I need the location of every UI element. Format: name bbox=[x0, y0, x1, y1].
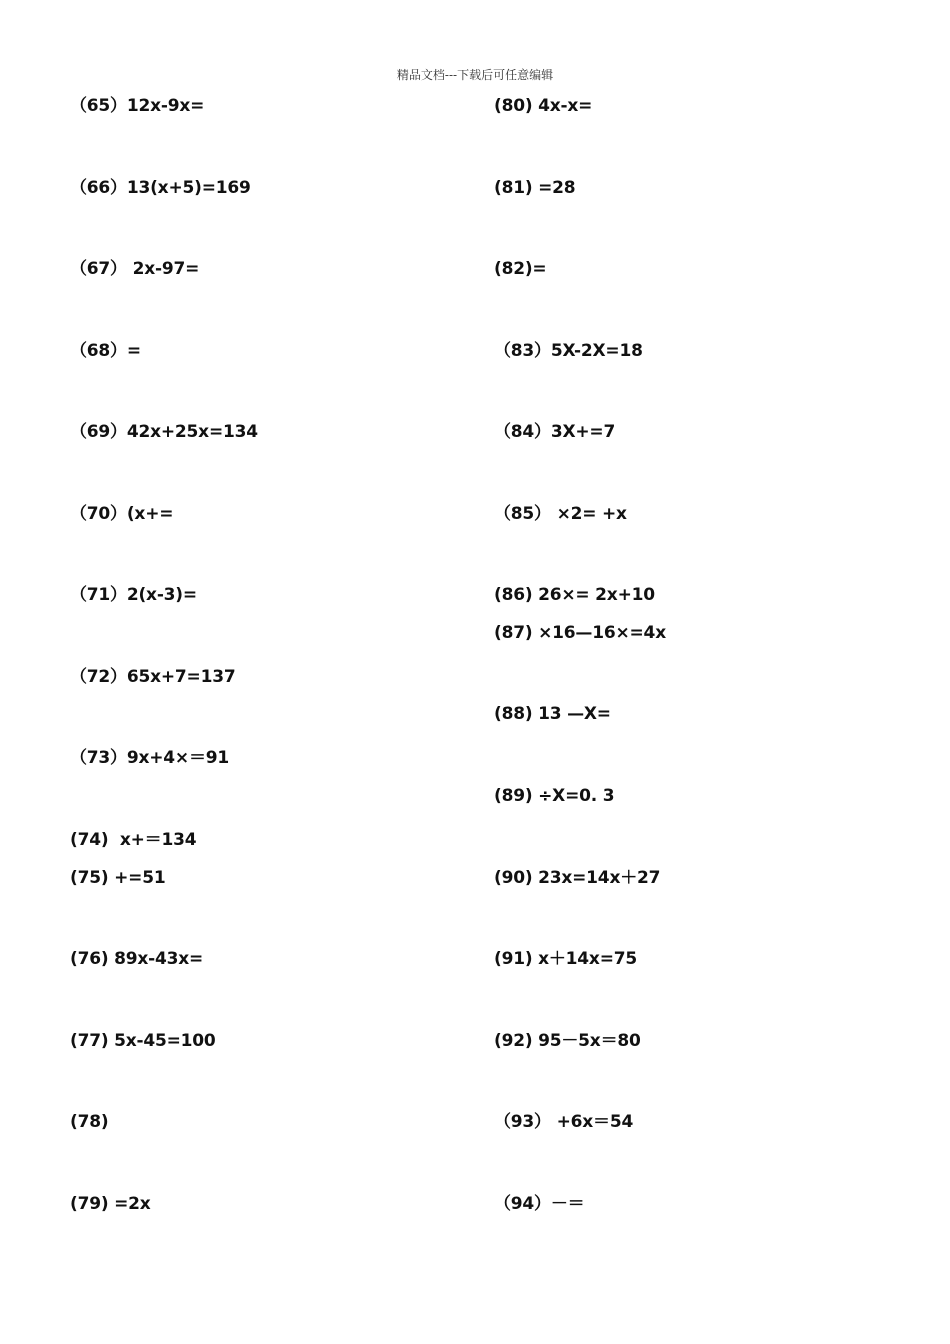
problem-92: (92) 95－5x＝80 bbox=[494, 1031, 641, 1051]
problem-90: (90) 23x=14x＋27 bbox=[494, 868, 661, 888]
problem-84: （84）3X+=7 bbox=[494, 422, 616, 442]
problem-81: (81) =28 bbox=[494, 178, 576, 198]
problem-77: (77) 5x-45=100 bbox=[70, 1031, 216, 1051]
problem-73: （73）9x+4×＝91 bbox=[70, 748, 230, 768]
problem-83: （83）5X-2X=18 bbox=[494, 341, 643, 361]
problem-65: （65）12x-9x= bbox=[70, 96, 205, 116]
problem-69: （69）42x+25x=134 bbox=[70, 422, 258, 442]
problem-76: (76) 89x-43x= bbox=[70, 949, 204, 969]
problem-93: （93） +6x＝54 bbox=[494, 1112, 634, 1132]
problem-80: (80) 4x-x= bbox=[494, 96, 593, 116]
problem-86: (86) 26×= 2x+10 bbox=[494, 585, 655, 605]
problem-74: (74) x+＝134 bbox=[70, 830, 197, 850]
page-header: 精品文档---下载后可任意编辑 bbox=[396, 68, 554, 82]
problem-79: (79) =2x bbox=[70, 1194, 151, 1214]
problem-75: (75) +=51 bbox=[70, 868, 166, 888]
problem-67: （67） 2x-97= bbox=[70, 259, 200, 279]
problem-94: （94）－＝ bbox=[494, 1194, 585, 1214]
problem-85: （85） ×2= +x bbox=[494, 504, 627, 524]
problem-87: (87) ×16—16×=4x bbox=[494, 623, 666, 643]
problem-72: （72）65x+7=137 bbox=[70, 667, 236, 687]
problem-89: (89) ÷X=0. 3 bbox=[494, 786, 615, 806]
problem-88: (88) 13 —X= bbox=[494, 704, 611, 724]
problem-71: （71）2(x-3)= bbox=[70, 585, 197, 605]
problem-70: （70）(x+= bbox=[70, 504, 174, 524]
problem-66: （66）13(x+5)=169 bbox=[70, 178, 251, 198]
problem-68: （68）= bbox=[70, 341, 141, 361]
problem-78: (78) bbox=[70, 1112, 109, 1132]
problem-82: (82)= bbox=[494, 259, 547, 279]
problem-91: (91) x＋14x=75 bbox=[494, 949, 638, 969]
